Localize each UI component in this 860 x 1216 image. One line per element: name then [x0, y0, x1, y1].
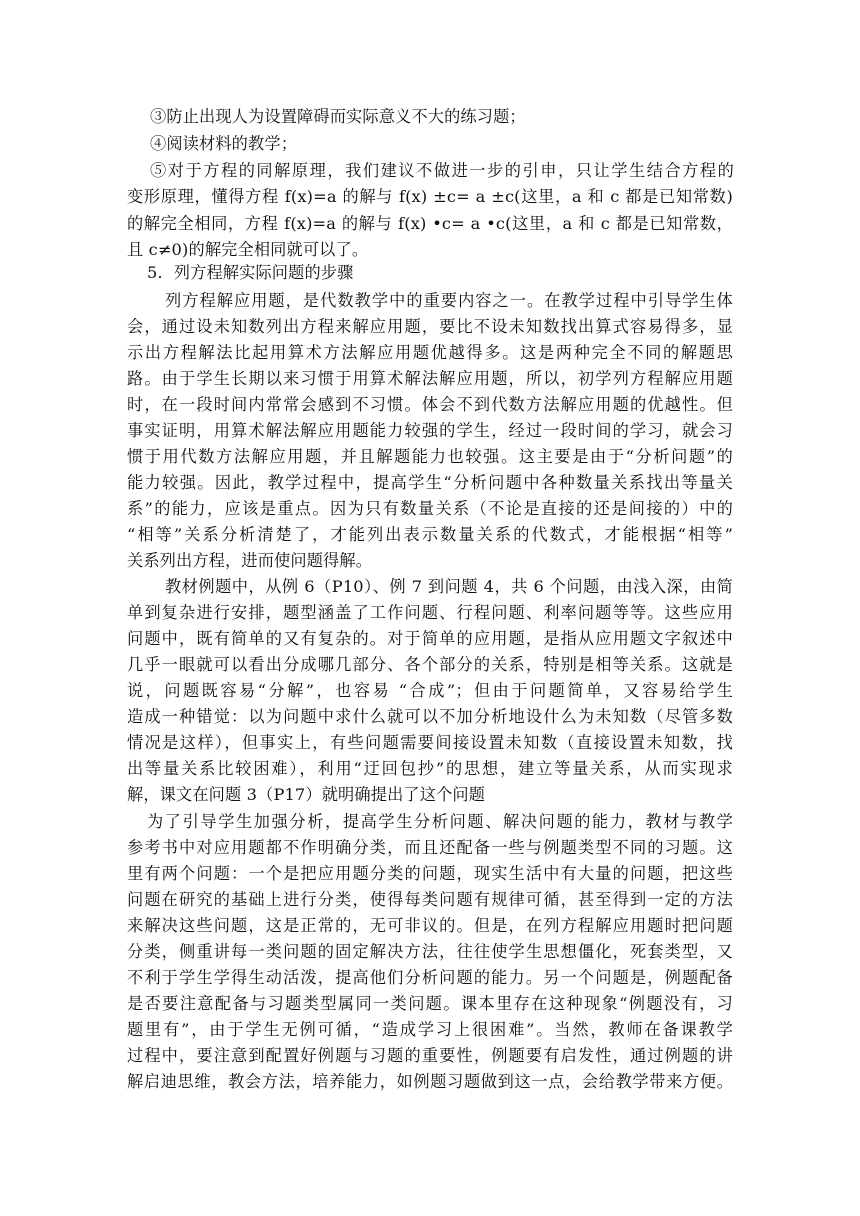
text-line: 出等量关系比较困难），利用“迂回包抄”的思想，建立等量关系，从而实现求: [127, 759, 733, 778]
text-line: “相等”关系分析清楚了，才能列出表示数量关系的代数式，才能根据“相等”: [127, 525, 733, 544]
text-line: ④阅读材料的教学；: [150, 134, 298, 153]
text-line: ⑤对于方程的同解原理，我们建议不做进一步的引申，只让学生结合方程的: [150, 161, 734, 180]
text-line: 分类，侧重讲每一类问题的固定解决方法，往往使学生思想僵化，死套类型，又: [127, 942, 733, 961]
section-heading: 5．列方程解实际问题的步骤: [147, 263, 354, 282]
text-line: 不利于学生学得生动活泼，提高他们分析问题的能力。另一个问题是，例题配备: [127, 968, 733, 987]
text-line: 造成一种错觉：以为问题中求什么就可以不加分析地设什么为未知数（尽管多数: [127, 707, 733, 726]
text-line: 题里有”，由于学生无例可循，“造成学习上很困难”。当然，教师在备课教学: [127, 1020, 733, 1039]
text-line: 解启迪思维，教会方法，培养能力，如例题习题做到这一点，会给教学带来方便。: [127, 1072, 733, 1091]
text-line: 是否要注意配备与习题类型属同一类问题。课本里存在这种现象“例题没有，习: [127, 994, 733, 1013]
text-line: 说，问题既容易“分解”，也容易 “合成”；但由于问题简单，又容易给学生: [127, 681, 733, 700]
text-line: 几乎一眼就可以看出分成哪几部分、各个部分的关系，特别是相等关系。这就是: [127, 655, 733, 674]
text-line: 问题在研究的基础上进行分类，使得每类问题有规律可循，甚至得到一定的方法: [127, 890, 733, 909]
text-line: 的解完全相同，方程 f(x)=a 的解与 f(x) •c= a •c(这里，a 和 c 都是已知常数，: [127, 214, 733, 233]
text-line: 参考书中对应用题都不作明确分类，而且还配备一些与例题类型不同的习题。这: [127, 838, 733, 857]
text-line: 示出方程解法比起用算术方法解应用题优越得多。这是两种完全不同的解题思: [127, 343, 733, 362]
text-line: 能力较强。因此，教学过程中，提高学生“分析问题中各种数量关系找出等量关: [127, 473, 733, 492]
text-line: 路。由于学生长期以来习惯于用算术解法解应用题，所以，初学列方程解应用题: [127, 369, 733, 388]
text-line: 教材例题中，从例 6（P10）、例 7 到问题 4，共 6 个问题，由浅入深，由简: [165, 577, 733, 596]
text-line: 单到复杂进行安排，题型涵盖了工作问题、行程问题、利率问题等等。这些应用: [127, 603, 733, 622]
text-line: 里有两个问题：一个是把应用题分类的问题，现实生活中有大量的问题，把这些: [127, 864, 733, 883]
text-line: 变形原理，懂得方程 f(x)=a 的解与 f(x) ±c= a ±c(这里，a 和 c 都是已知常数): [127, 187, 733, 206]
text-line: 列方程解应用题，是代数教学中的重要内容之一。在教学过程中引导学生体: [165, 291, 733, 310]
text-line: 情况是这样），但事实上，有些问题需要间接设置未知数（直接设置未知数，找: [127, 733, 733, 752]
text-line: 问题中，既有简单的又有复杂的。对于简单的应用题，是指从应用题文字叙述中: [127, 629, 733, 648]
text-line: 为了引导学生加强分析，提高学生分析问题、解决问题的能力，教材与教学: [147, 812, 733, 831]
text-line: 时，在一段时间内常常会感到不习惯。体会不到代数方法解应用题的优越性。但: [127, 395, 733, 414]
text-line: 解，课文在问题 3（P17）就明确提出了这个问题: [127, 785, 486, 804]
text-line: 事实证明，用算术解法解应用题能力较强的学生，经过一段时间的学习，就会习: [127, 421, 733, 440]
text-line: 关系列出方程，进而使问题得解。: [127, 551, 373, 570]
text-line: 过程中，要注意到配置好例题与习题的重要性，例题要有启发性，通过例题的讲: [127, 1046, 733, 1065]
text-line: 系”的能力，应该是重点。因为只有数量关系（不论是直接的还是间接的）中的: [127, 499, 733, 518]
text-line: 惯于用代数方法解应用题，并且解题能力也较强。这主要是由于“分析问题”的: [127, 447, 733, 466]
text-line: ③防止出现人为设置障碍而实际意义不大的练习题；: [150, 107, 526, 126]
text-line: 来解决这些问题，这是正常的，无可非议的。但是，在列方程解应用题时把问题: [127, 916, 733, 935]
text-line: 且 c≠0)的解完全相同就可以了。: [127, 240, 369, 259]
text-line: 会，通过设未知数列出方程来解应用题，要比不设未知数找出算式容易得多，显: [127, 317, 733, 336]
